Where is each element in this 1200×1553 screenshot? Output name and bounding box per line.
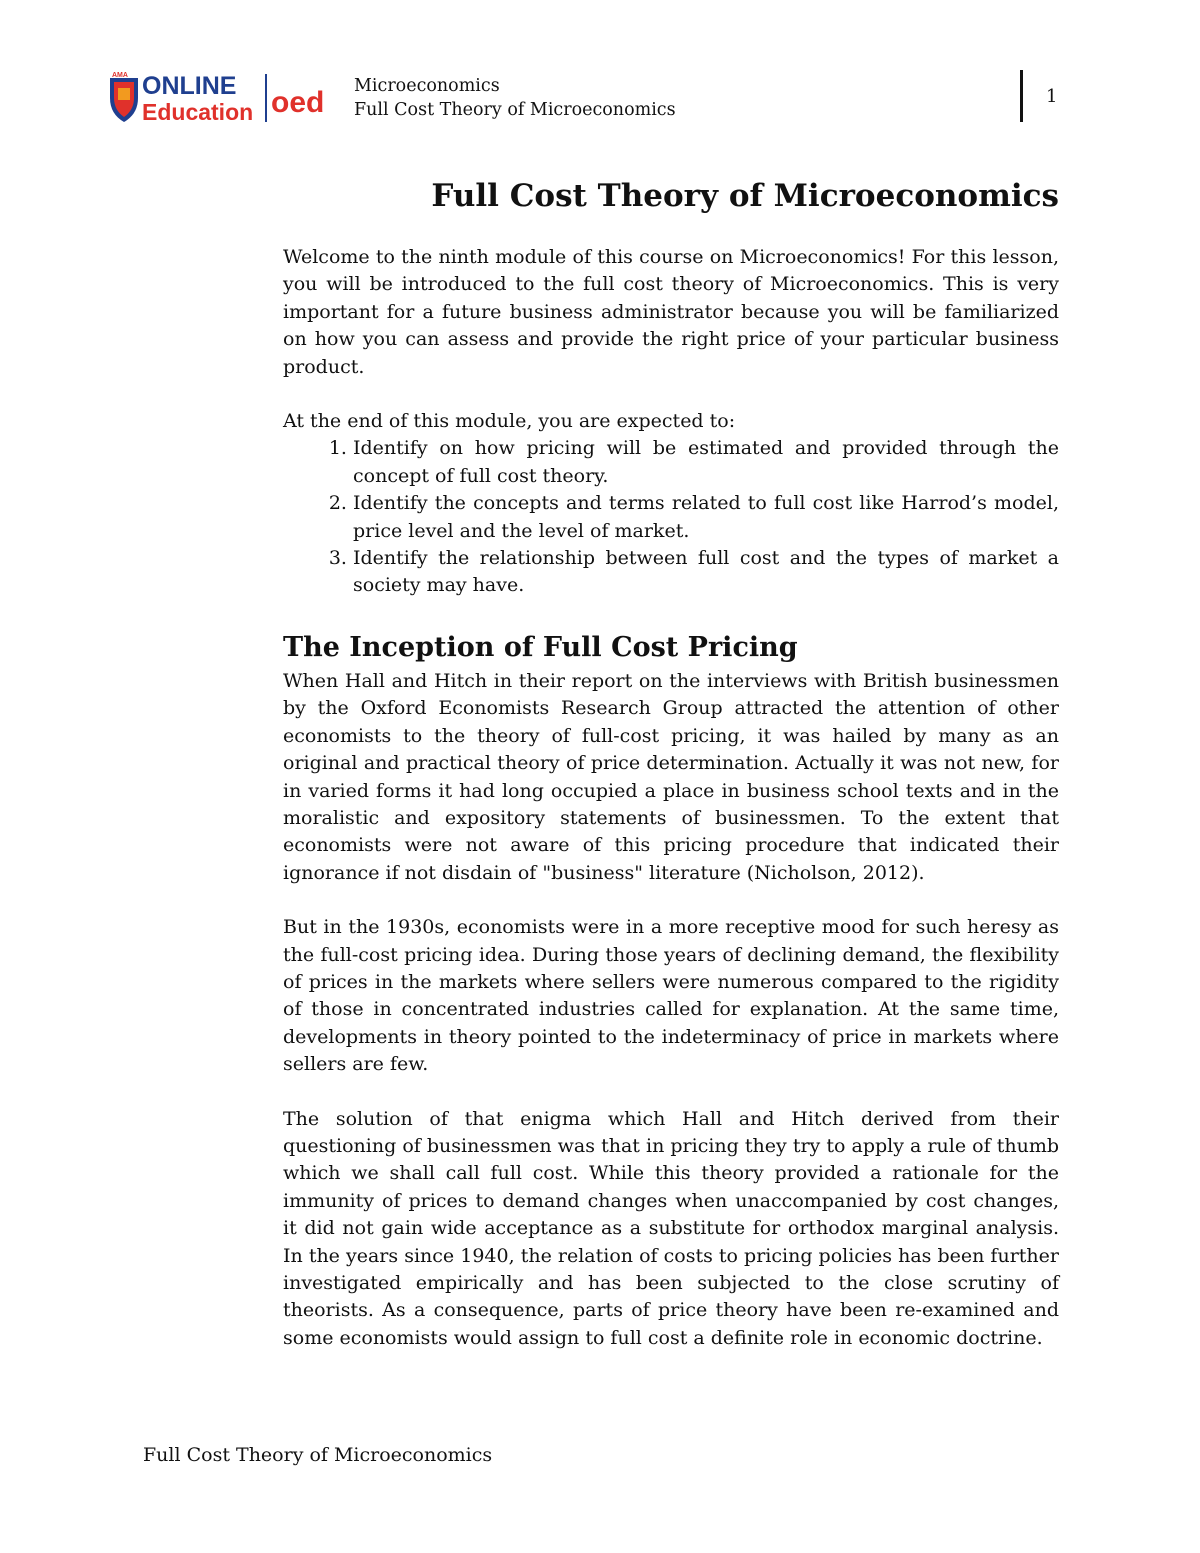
logo-ama-text: AMA	[112, 72, 128, 79]
objective-item: 3. Identify the relationship between full cost and the types of market a society may have.	[353, 545, 1059, 600]
page-header	[108, 70, 1068, 130]
section-heading: The Inception of Full Cost Pricing	[283, 631, 798, 663]
objectives-list	[283, 435, 1059, 599]
body-paragraph: But in the 1930s, economists were in a more receptive mood for such heresy as the full-cost pricing idea. During those years of declining demand, the flexibility of prices in the markets where sellers were numerous compared to the rigidity of those in concentrated industries called for explanation. At the same time, developments in theory pointed to the indeterminacy of price in markets where sellers are few.	[283, 916, 1059, 1076]
document-body	[283, 176, 1059, 1352]
online-education-logo	[108, 70, 340, 126]
header-module: Full Cost Theory of Microeconomics	[354, 100, 676, 120]
objective-item: 2. Identify the concepts and terms related to full cost like Harrod’s model, price level and the level of market.	[353, 490, 1059, 545]
intro-paragraph: Welcome to the ninth module of this course on Microeconomics! For this lesson, you will be introduced to the full cost theory of Microeconomics. This is very important for a future business administrator because you will be familiarized on how you can assess and provide the right price of your particular business product.	[283, 246, 1059, 378]
body-paragraph: When Hall and Hitch in their report on the interviews with British businessmen by the Oxford Economists Research Group attracted the attention of other economists to the theory of full-cost pricing, it was hailed by many as an original and practical theory of price determination. Actually it was not new, for in varied forms it had long occupied a place in business school texts and in the moralistic and expository statements of businessmen. To the extent that economists were not aware of this pricing procedure that indicated their ignorance if not disdain of "business" literature (Nicholson, 2012).	[283, 669, 1059, 884]
objectives-lead: At the end of this module, you are expected to:	[283, 410, 736, 433]
body-paragraph: The solution of that enigma which Hall and Hitch derived from their questioning of businessmen was that in pricing they try to apply a rule of thumb which we shall call full cost. While this theory provided a rationale for the immunity of prices to demand changes when unaccompanied by cost changes, it did not gain wide acceptance as a substitute for orthodox marginal analysis. In the years since 1940, the relation of costs to pricing policies has been further investigated empirically and has been subjected to the close scrutiny of theorists. As a consequence, parts of price theory have been re-examined and some economists would assign to full cost a definite role in economic doctrine.	[283, 1107, 1059, 1349]
header-course: Microeconomics	[354, 76, 500, 96]
header-text	[354, 74, 676, 122]
page-footer: Full Cost Theory of Microeconomics	[143, 1444, 493, 1466]
page-number: 1	[1046, 86, 1058, 107]
logo-oed-text: oed	[271, 86, 325, 119]
document-title: Full Cost Theory of Microeconomics	[431, 178, 1059, 214]
header-divider	[1020, 70, 1023, 122]
objective-item: 1. Identify on how pricing will be estimated and provided through the concept of full cost theory.	[353, 435, 1059, 490]
logo-education-text: Education	[142, 99, 254, 125]
logo-online-text: ONLINE	[142, 72, 237, 100]
